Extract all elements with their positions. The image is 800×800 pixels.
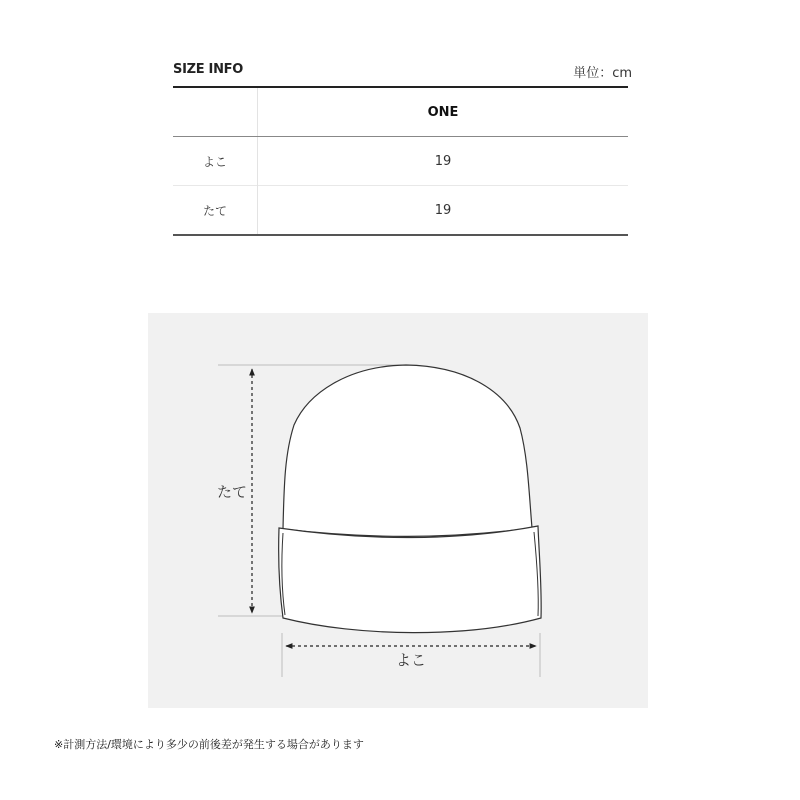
- row-label-height: たて: [173, 186, 258, 236]
- row-label-width: よこ: [173, 137, 258, 186]
- beanie-crown: [283, 365, 532, 536]
- beanie-diagram: [148, 313, 648, 708]
- beanie-cuff: [279, 526, 542, 633]
- size-info-title: SIZE INFO: [173, 62, 243, 77]
- width-label: よこ: [395, 651, 427, 669]
- row-value-height: 19: [258, 186, 629, 236]
- row-value-width: 19: [434, 153, 452, 169]
- measurement-note: ※計測方法/環境により多少の前後差が発生する場合があります: [54, 738, 364, 751]
- size-table-corner-cell: [173, 87, 258, 137]
- table-row: [173, 137, 628, 186]
- table-row: [173, 186, 628, 236]
- beanie-illustration: [148, 313, 648, 708]
- unit-label: 単位：cm: [573, 66, 632, 81]
- size-column-one: ONE: [258, 87, 629, 137]
- size-table: [173, 86, 628, 236]
- size-info-header: [173, 60, 632, 82]
- height-label: たて: [216, 483, 248, 501]
- size-table-header-row: [173, 87, 628, 137]
